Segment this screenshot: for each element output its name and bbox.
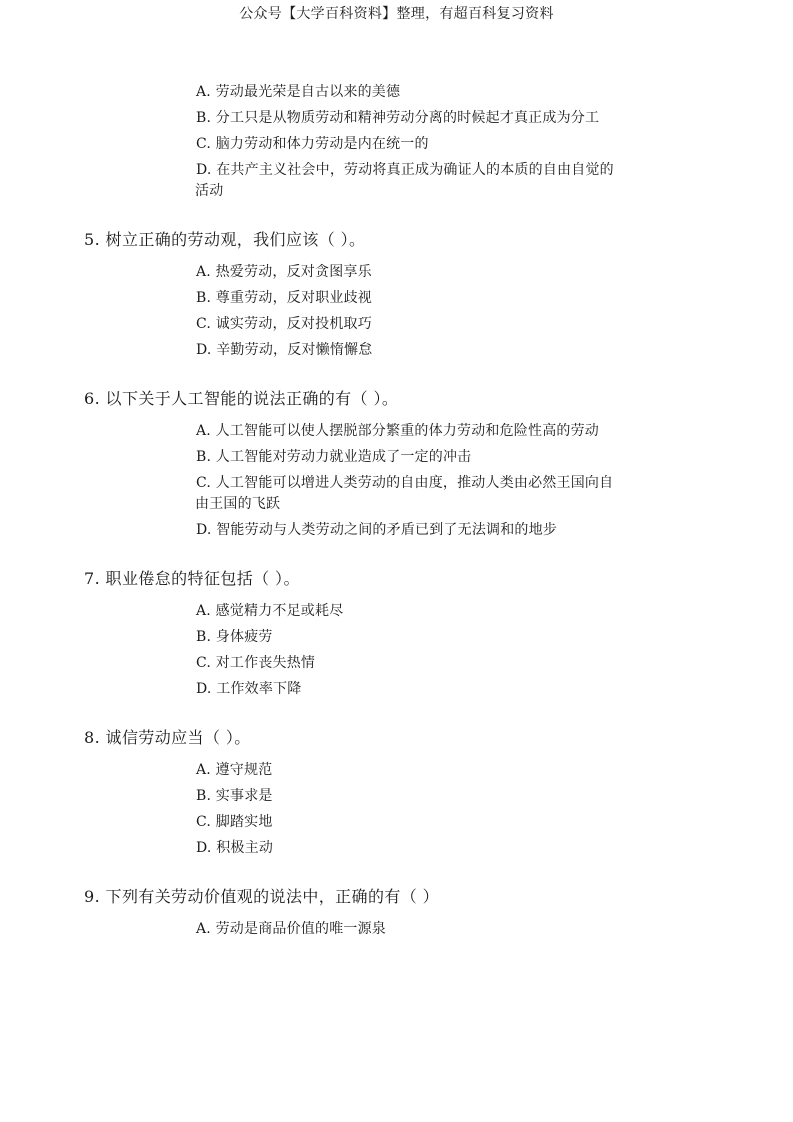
question-stem: 9. 下列有关劳动价值观的说法中，正确的有（ ） bbox=[84, 887, 440, 906]
option-b: B. 人工智能对劳动力就业造成了一定的冲击 bbox=[196, 449, 472, 465]
page-header: 公众号【大学百科资料】整理，有超百科复习资料 bbox=[239, 6, 554, 22]
question-6 bbox=[0, 387, 793, 541]
option-b: B. 分工只是从物质劳动和精神劳动分离的时候起才真正成为分工 bbox=[196, 110, 600, 126]
option-b: B. 身体疲劳 bbox=[196, 629, 273, 645]
question-4-continued bbox=[0, 82, 793, 202]
option-list bbox=[0, 82, 793, 202]
option-a: A. 感觉精力不足或耗尽 bbox=[196, 603, 344, 619]
question-9 bbox=[0, 885, 793, 940]
option-c: C. 脑力劳动和体力劳动是内在统一的 bbox=[196, 136, 429, 152]
option-c: C. 诚实劳动，反对投机取巧 bbox=[196, 316, 372, 332]
option-b: B. 实事求是 bbox=[196, 788, 273, 804]
question-stem: 7. 职业倦怠的特征包括（ ）。 bbox=[84, 569, 300, 588]
option-d: D. 工作效率下降 bbox=[196, 681, 302, 697]
option-a: A. 劳动最光荣是自古以来的美德 bbox=[196, 84, 401, 100]
option-c: C. 人工智能可以增进人类劳动的自由度，推动人类由必然王国向自 由王国的飞跃 bbox=[195, 475, 614, 512]
option-d: D. 在共产主义社会中，劳动将真正成为确证人的本质的自由自觉的 活动 bbox=[195, 162, 614, 199]
question-stem: 6. 以下关于人工智能的说法正确的有（ ）。 bbox=[84, 389, 399, 408]
option-d: D. 辛勤劳动，反对懒惰懈怠 bbox=[196, 342, 373, 358]
option-list bbox=[0, 601, 793, 700]
option-a: A. 人工智能可以使人摆脱部分繁重的体力劳动和危险性高的劳动 bbox=[196, 423, 600, 439]
option-d: D. 智能劳动与人类劳动之间的矛盾已到了无法调和的地步 bbox=[196, 522, 558, 538]
question-stem: 5. 树立正确的劳动观，我们应该（ ）。 bbox=[84, 230, 366, 249]
option-list bbox=[0, 262, 793, 361]
option-list bbox=[0, 760, 793, 859]
option-a: A. 遵守规范 bbox=[196, 762, 273, 778]
document-body bbox=[0, 82, 793, 945]
option-a: A. 劳动是商品价值的唯一源泉 bbox=[196, 921, 387, 937]
option-list bbox=[0, 421, 793, 541]
question-7 bbox=[0, 567, 793, 700]
option-a: A. 热爱劳动，反对贪图享乐 bbox=[196, 264, 372, 280]
option-b: B. 尊重劳动，反对职业歧视 bbox=[196, 290, 372, 306]
option-c: C. 对工作丧失热情 bbox=[196, 655, 316, 671]
option-list bbox=[0, 919, 793, 940]
option-d: D. 积极主动 bbox=[196, 840, 274, 856]
question-8 bbox=[0, 726, 793, 859]
question-5 bbox=[0, 228, 793, 361]
question-stem: 8. 诚信劳动应当（ ）。 bbox=[84, 728, 251, 747]
option-c: C. 脚踏实地 bbox=[196, 814, 273, 830]
